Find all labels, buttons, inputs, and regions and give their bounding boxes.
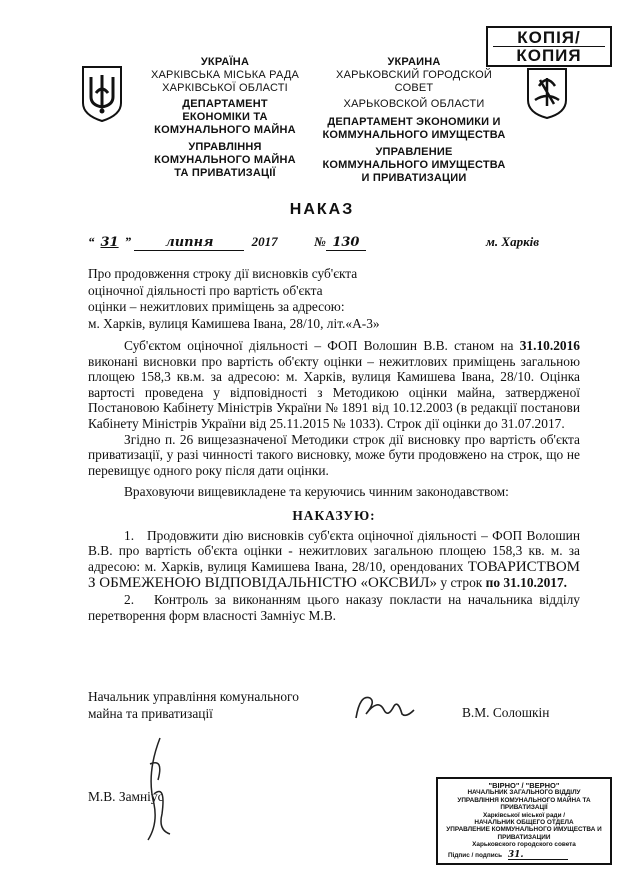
stamp-line-7: Харьковского городского совета [472, 841, 576, 849]
position-line-1: Начальник управління комунального [88, 689, 299, 704]
kharkiv-city-arms-icon [525, 66, 569, 120]
copy-stamp-ru: КОПИЯ [493, 46, 605, 64]
council-ru-3: ХАРЬКОВСКОЙ ОБЛАСТИ [343, 98, 485, 110]
stamp-line-2: НАЧАЛЬНИК ЗАГАЛЬНОГО ВІДДІЛУ [467, 789, 581, 797]
date-day: 31 [100, 235, 119, 250]
stamp-line-5: НАЧАЛЬНИК ОБЩЕГО ОТДЕЛА [474, 819, 574, 827]
dept-ru-1: ДЕПАРТАМЕНТ ЭКОНОМИКИ И [327, 116, 501, 128]
stamp-line-6: УПРАВЛЕНИЕ КОММУНАЛЬНОГО ИМУЩЕСТВА И ПРИВАТИЗАЦИИ [446, 826, 602, 841]
order-number [314, 234, 366, 251]
date-year: 2017 [251, 234, 278, 249]
admin-ua-3: ТА ПРИВАТИЗАЦІЇ [174, 167, 276, 179]
admin-ua-2: КОМУНАЛЬНОГО МАЙНА [154, 154, 296, 166]
stamp-line-3: УПРАВЛІННЯ КОМУНАЛЬНОГО МАЙНА ТА ПРИВАТИЗАЦІЇ [457, 796, 591, 812]
stamp-line-1: "ВІРНО" / "ВЕРНО" [488, 781, 560, 790]
stamp-sign-date: 31. [508, 852, 568, 860]
number-value: 130 [326, 235, 366, 251]
admin-ru-1: УПРАВЛЕНИЕ [375, 146, 453, 158]
valuation-date: 31.10.2016 [519, 338, 580, 353]
council-ua-1: ХАРКІВСЬКА МІСЬКА РАДА [150, 69, 300, 81]
header-russian [310, 56, 518, 185]
header-ukrainian [130, 56, 320, 180]
order-city: м. Харків [486, 234, 540, 249]
order-item-1: 1. Продовжити дію висновків суб'єкта оціночної діяльності – ФОП Волошин В.В. про вартість об'єкта оцінки - нежитлових загальною площею 158,3 кв. м. за адресою: м. Харків, вулиця Камишева Івана, 28/10, орендованих ТОВАРИСТВОМ З ОБМЕЖЕНОЮ ВІДПОВІДАЛЬНІСТЮ «ОКСВИЛ» у строк по 31.10.2017. [88, 527, 580, 592]
handwritten-signature-head [348, 688, 418, 730]
order-item-2: 2. Контроль за виконанням цього наказу покласти на начальника відділу перетворення форм власності Замніус М.В. [88, 591, 580, 623]
paragraph-2: Згідно п. 26 вищезазначеної Методики строк дії висновку про вартість об'єкта приватизації, у разі чинності такого висновку, може бути продовжено на строк, що не перевищує одного року після дати оцінки. [88, 431, 580, 478]
document-body [88, 338, 580, 623]
country-ru: УКРАИНА [387, 56, 441, 68]
dept-ua-1: ДЕПАРТАМЕНТ [182, 98, 268, 110]
dept-ru-2: КОММУНАЛЬНОГО ИМУЩЕСТВА [322, 129, 506, 141]
date-month: липня [134, 235, 244, 251]
handwritten-signature-executor [136, 734, 176, 844]
executor-name: М.В. Замніус [88, 789, 164, 804]
stamp-sign-row [440, 849, 608, 860]
dept-ua-2: ЕКОНОМІКИ ТА [182, 111, 268, 123]
stamp-sign-label: Підпис / подпись [448, 851, 503, 859]
council-ua-2: ХАРКІВСЬКОЇ ОБЛАСТІ [162, 82, 288, 94]
order-date: “ 31 ” липня 2017 [88, 234, 278, 250]
council-ru-2: СОВЕТ [394, 82, 434, 94]
dept-ua-3: КОМУНАЛЬНОГО МАЙНА [154, 124, 296, 136]
council-ru-1: ХАРЬКОВСКИЙ ГОРОДСКОЙ [336, 69, 492, 81]
subject-line-1: Про продовження строку дії висновків суб'єкта [88, 266, 358, 281]
signatory-position [88, 689, 299, 722]
stamp-line-4: Харківської міської ради / [482, 811, 566, 819]
copy-stamp-ua: КОПІЯ/ [517, 28, 581, 47]
signatory-name: В.М. Солошкін [462, 705, 550, 720]
subject-line-2: оціночної діяльності про вартість об'єкта [88, 282, 323, 298]
admin-ru-3: И ПРИВАТИЗАЦИИ [361, 172, 467, 184]
subject-line-4: м. Харків, вулиця Камишева Івана, 28/10, літ.«А-3» [88, 315, 380, 331]
number-prefix: № [314, 234, 326, 249]
admin-ua-1: УПРАВЛІННЯ [188, 141, 262, 153]
subject-block [88, 266, 468, 332]
paragraph-1: Суб'єктом оціночної діяльності – ФОП Волошин В.В. станом на 31.10.2016 виконані висновки про вартість об'єкту оцінки – нежитлових приміщень загальною площею 158,3 кв.м. за адресою: м. Харків, вулиця Камишева Івана, 28/10. Оцінка вартості проведена у відповідності з Методикою оцінки майна, затвердженої Постановою Кабінету Міністрів України № 1891 від 10.12.2003 (в редакції постанови Кабінету Міністрів України від 25.11.2015 № 1033). Строк дії оцінки до 31.07.2017. [88, 338, 580, 431]
ukraine-coat-of-arms-icon [80, 63, 124, 123]
certification-stamp [436, 777, 612, 865]
position-line-2: майна та приватизації [88, 705, 213, 721]
order-heading: НАКАЗУЮ: [292, 507, 376, 523]
tenant-company: ТОВАРИСТВОМ З ОБМЕЖЕНОЮ ВІДПОВІДАЛЬНІСТЮ «ОКСВИЛ» [88, 558, 580, 592]
country-ua: УКРАЇНА [200, 56, 250, 68]
subject-line-3: оцінки – нежитлових приміщень за адресою: [88, 299, 345, 314]
document-title: НАКАЗ [289, 201, 355, 218]
paragraph-3: Враховуючи вищевикладене та керуючись чинним законодавством: [124, 484, 509, 500]
admin-ru-2: КОММУНАЛЬНОГО ИМУЩЕСТВА [322, 159, 506, 171]
extension-deadline: по 31.10.2017. [485, 575, 568, 591]
